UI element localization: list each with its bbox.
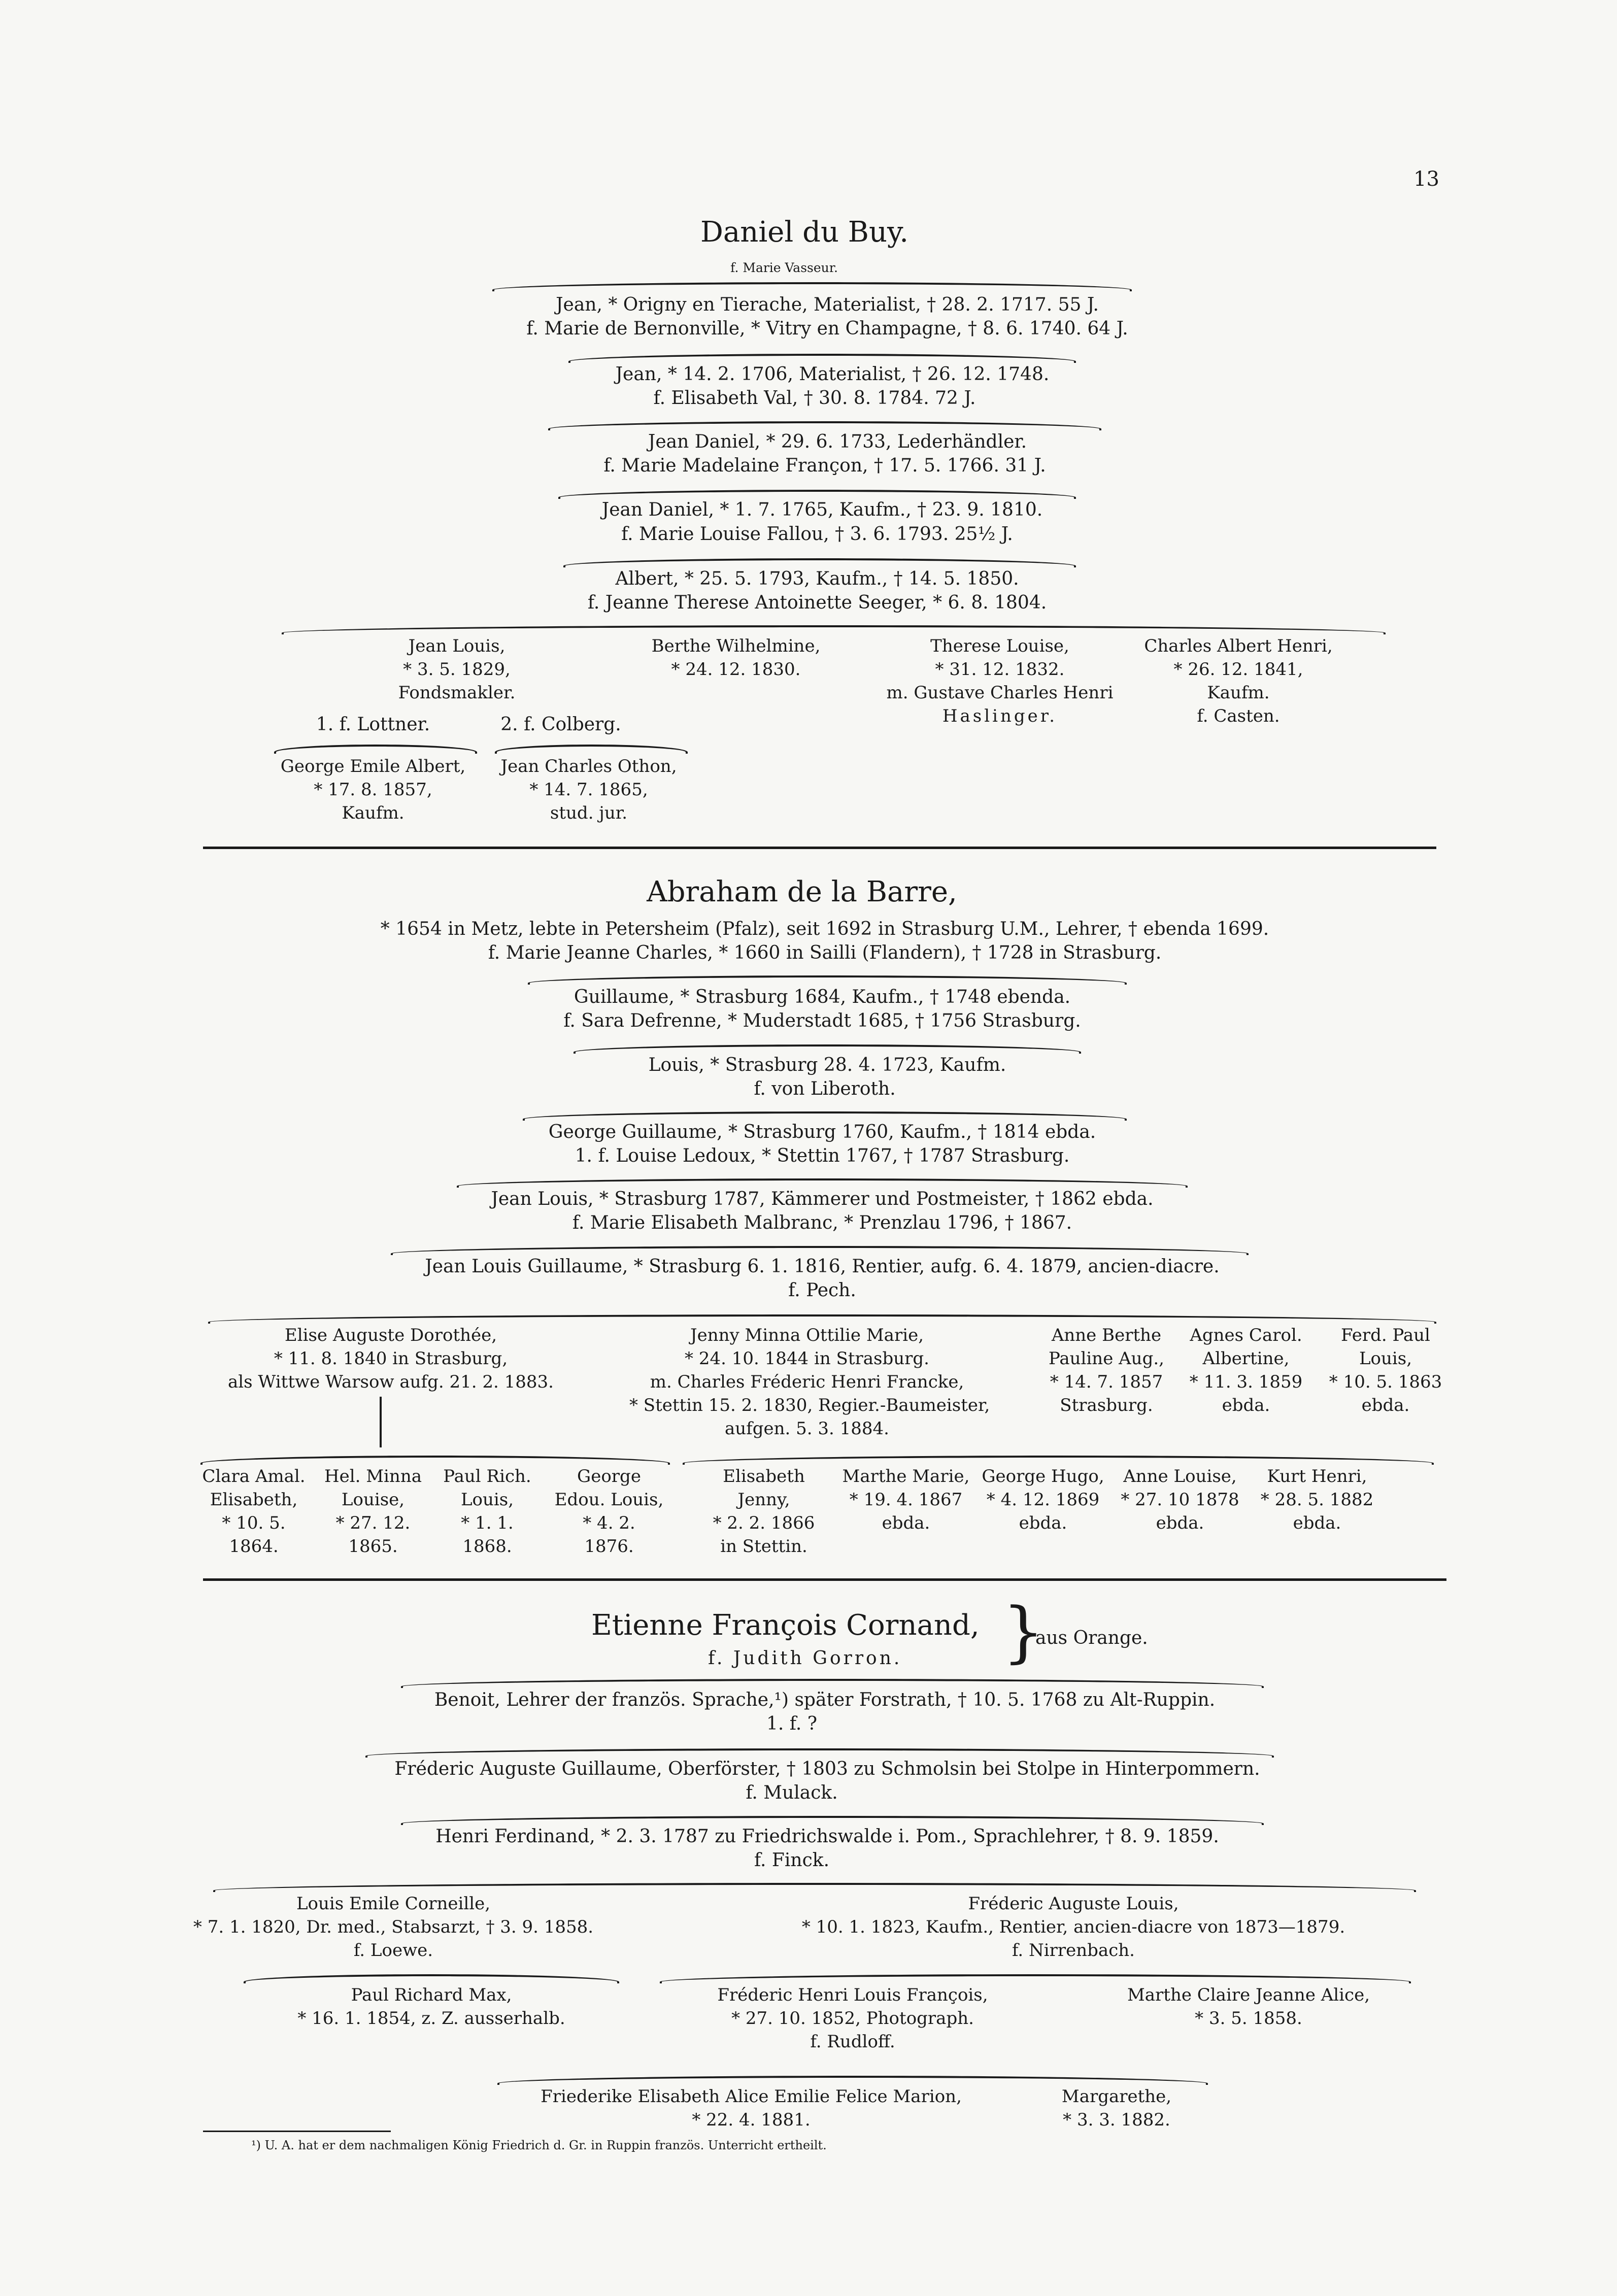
generation-brace [563, 558, 1076, 567]
generation-spouse: f. Pech. [788, 1280, 856, 1301]
child-entry: Berthe Wilhelmine, * 24. 12. 1830. [651, 636, 821, 680]
generation-spouse: f. von Liberoth. [754, 1078, 896, 1099]
generation-brace [391, 1246, 1249, 1255]
generation-spouse: 1. f. ? [766, 1713, 818, 1734]
great-grandchild-entry: Margarethe, * 3. 3. 1882. [1061, 2086, 1172, 2130]
marriage-second: 2. f. Colberg. [500, 714, 621, 735]
generation-brace [523, 1111, 1127, 1121]
children-brace [200, 1456, 670, 1465]
grandchild-entry: Clara Amal. Elisabeth, * 10. 5. 1864. [202, 1466, 306, 1557]
descent-line [380, 1397, 382, 1447]
progenitor-intro: * 1654 in Metz, lebte in Petersheim (Pfalz), seit 1692 in Strasburg U.M., Lehrer, † ebenda 1699. [380, 919, 1269, 939]
progenitor-spouse: f. Marie Vasseur. [730, 260, 838, 275]
child-entry: Agnes Carol. Albertine, * 11. 3. 1859 ebda. [1189, 1325, 1303, 1415]
child-entry: Anne Berthe Pauline Aug., * 14. 7. 1857 Strasburg. [1049, 1325, 1164, 1415]
page-number: 13 [1413, 167, 1439, 191]
generation-spouse: 1. f. Louise Ledoux, * Stettin 1767, † 1787 Strasburg. [575, 1145, 1070, 1166]
generation-spouse: f. Sara Defrenne, * Muderstadt 1685, † 1756 Strasburg. [563, 1010, 1081, 1031]
grandchild-entry: Fréderic Henri Louis François, * 27. 10. 1852, Photograph. f. Rudloff. [717, 1985, 988, 2052]
generation-line: Jean, * Origny en Tierache, Materialist, † 28. 2. 1717. 55 J. [556, 294, 1099, 315]
generation-spouse: f. Marie Louise Fallou, † 3. 6. 1793. 25½ J. [621, 524, 1013, 545]
grandchild-entry: Anne Louise, * 27. 10 1878 ebda. [1121, 1466, 1239, 1533]
generation-line: Fréderic Auguste Guillaume, Oberförster, † 1803 zu Schmolsin bei Stolpe in Hinterpommern. [394, 1759, 1260, 1779]
grandchild-entry: George Edou. Louis, * 4. 2. 1876. [554, 1466, 664, 1557]
generation-brace [365, 1748, 1274, 1758]
children-brace [274, 745, 477, 754]
generation-brace [568, 354, 1076, 363]
generation-line: George Guillaume, * Strasburg 1760, Kaufm., † 1814 ebda. [548, 1122, 1096, 1142]
grouping-brace: } [1002, 1593, 1045, 1670]
child-entry: Elise Auguste Dorothée, * 11. 8. 1840 in Strasburg, als Wittwe Warsow aufg. 21. 2. 1883. [228, 1325, 554, 1392]
generation-spouse: f. Jeanne Therese Antoinette Seeger, * 6. 8. 1804. [587, 592, 1047, 613]
grandchild-entry: George Hugo, * 4. 12. 1869 ebda. [982, 1466, 1104, 1533]
progenitor-spouse: f. Marie Jeanne Charles, * 1660 in Sailli (Flandern), † 1728 in Strasburg. [488, 942, 1162, 963]
family-title: Abraham de la Barre, [647, 875, 957, 908]
generation-line: Benoit, Lehrer der französ. Sprache,¹) später Forstrath, † 10. 5. 1768 zu Alt-Ruppin. [434, 1690, 1216, 1710]
child-entry: Jenny Minna Ottilie Marie, * 24. 10. 1844 in Strasburg. m. Charles Fréderic Henri Francke, * Stettin 15. 2. 1830, Regier.-Baumeister, aufgen. 5. 3. 1884. [629, 1325, 990, 1439]
grandchild-entry: Jean Charles Othon, * 14. 7. 1865, stud. jur. [500, 756, 677, 823]
grandchild-entry: Marthe Marie, * 19. 4. 1867 ebda. [842, 1466, 970, 1533]
footnote: ¹) U. A. hat er dem nachmaligen König Friedrich d. Gr. in Ruppin französ. Unterricht ertheilt. [251, 2138, 827, 2152]
grandchild-entry: Elisabeth Jenny, * 2. 2. 1866 in Stettin. [713, 1466, 815, 1557]
family-title: Daniel du Buy. [700, 216, 909, 249]
generation-line: Albert, * 25. 5. 1793, Kaufm., † 14. 5. 1850. [615, 568, 1019, 589]
child-entry: Louis Emile Corneille, * 7. 1. 1820, Dr. med., Stabsarzt, † 3. 9. 1858. f. Loewe. [193, 1894, 594, 1961]
children-brace [495, 745, 688, 754]
generation-line: Henri Ferdinand, * 2. 3. 1787 zu Friedrichswalde i. Pom., Sprachlehrer, † 8. 9. 1859. [435, 1826, 1219, 1847]
generation-brace [457, 1178, 1188, 1188]
children-brace [208, 1314, 1436, 1324]
grandchild-entry: Marthe Claire Jeanne Alice, * 3. 5. 1858. [1127, 1985, 1370, 2029]
generation-line: Louis, * Strasburg 28. 4. 1723, Kaufm. [648, 1055, 1006, 1075]
generation-brace [492, 282, 1132, 291]
generation-spouse: f. Marie de Bernonville, * Vitry en Champagne, † 8. 6. 1740. 64 J. [526, 318, 1128, 339]
children-brace [282, 625, 1386, 634]
generation-brace [548, 421, 1101, 430]
generation-brace [401, 1679, 1264, 1688]
generation-line: Jean Daniel, * 1. 7. 1765, Kaufm., † 23. 9. 1810. [601, 499, 1043, 520]
generation-line: Jean Daniel, * 29. 6. 1733, Lederhändler. [648, 431, 1027, 452]
children-brace [660, 1974, 1411, 1983]
child-entry: Charles Albert Henri, * 26. 12. 1841, Kaufm. f. Casten. [1144, 636, 1333, 726]
generation-brace [528, 975, 1127, 985]
generation-line: Jean, * 14. 2. 1706, Materialist, † 26. 12. 1748. [615, 364, 1050, 385]
child-entry: Jean Louis, * 3. 5. 1829, Fondsmakler. [398, 636, 516, 703]
generation-line: Jean Louis Guillaume, * Strasburg 6. 1. 1816, Rentier, aufg. 6. 4. 1879, ancien-diacre. [425, 1256, 1220, 1277]
children-brace [244, 1974, 619, 1983]
child-entry: Therese Louise, * 31. 12. 1832. m. Gustave Charles Henri Haslinger. [886, 636, 1114, 726]
generation-brace [401, 1816, 1264, 1825]
grandchild-entry: Kurt Henri, * 28. 5. 1882 ebda. [1260, 1466, 1374, 1533]
family-title: Etienne François Cornand, [591, 1609, 980, 1642]
child-entry: Ferd. Paul Louis, * 10. 5. 1863 ebda. [1329, 1325, 1442, 1415]
grandchild-entry: George Emile Albert, * 17. 8. 1857, Kaufm. [280, 756, 466, 823]
generation-line: Guillaume, * Strasburg 1684, Kaufm., † 1748 ebenda. [574, 987, 1071, 1007]
generation-spouse: f. Marie Elisabeth Malbranc, * Prenzlau 1796, † 1867. [572, 1212, 1072, 1233]
children-brace [683, 1456, 1434, 1465]
section-divider [203, 847, 1436, 849]
grandchild-entry: Paul Rich. Louis, * 1. 1. 1868. [443, 1466, 531, 1557]
great-grandchild-entry: Friederike Elisabeth Alice Emilie Felice Marion, * 22. 4. 1881. [541, 2086, 962, 2130]
marriage-first: 1. f. Lottner. [316, 714, 430, 735]
generation-spouse: f. Elisabeth Val, † 30. 8. 1784. 72 J. [653, 388, 976, 409]
grandchild-entry: Paul Richard Max, * 16. 1. 1854, z. Z. ausserhalb. [297, 1985, 565, 2029]
children-brace [497, 2076, 1208, 2085]
generation-spouse: f. Finck. [754, 1850, 830, 1871]
generation-spouse: f. Marie Madelaine Françon, † 17. 5. 1766. 31 J. [603, 455, 1046, 476]
generation-brace [558, 490, 1076, 499]
generation-spouse: f. Mulack. [746, 1782, 838, 1803]
generation-line: Jean Louis, * Strasburg 1787, Kämmerer und Postmeister, † 1862 ebda. [491, 1189, 1154, 1209]
origin-note: aus Orange. [1035, 1628, 1148, 1648]
grandchild-entry: Hel. Minna Louise, * 27. 12. 1865. [324, 1466, 422, 1557]
section-divider [203, 1578, 1446, 1581]
children-brace [213, 1883, 1416, 1892]
footnote-rule [203, 2131, 391, 2132]
generation-brace [574, 1044, 1081, 1054]
progenitor-spouse: f. Judith Gorron. [708, 1648, 902, 1669]
child-entry: Fréderic Auguste Louis, * 10. 1. 1823, Kaufm., Rentier, ancien-diacre von 1873—1879. f. Nirrenbach. [801, 1894, 1345, 1961]
